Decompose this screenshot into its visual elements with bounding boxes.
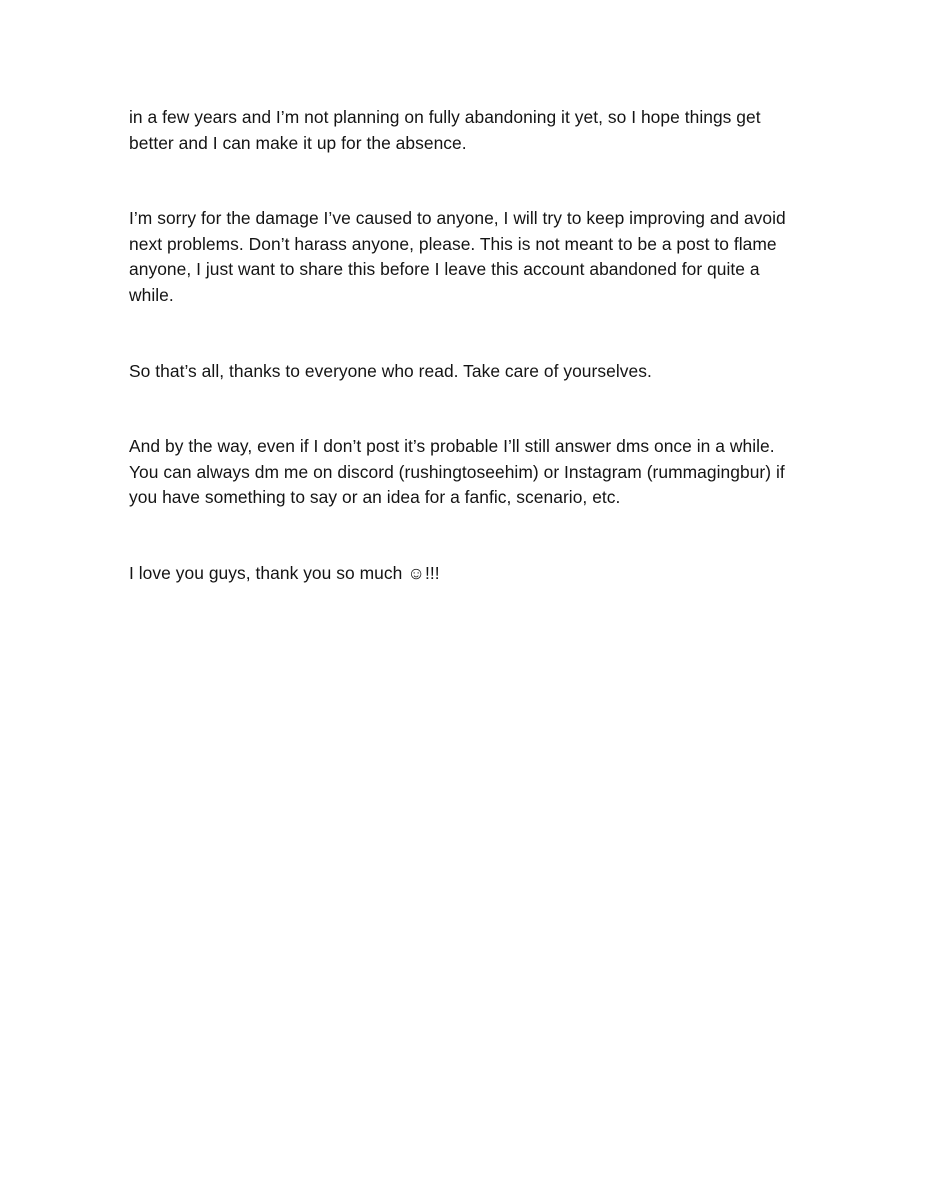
paragraph-apology: I’m sorry for the damage I’ve caused to anyone, I will try to keep improving and avoid next problems. Don’t harass anyone, please. This is not meant to be a post to flame anyone, I just want to share this before I leave this account abandoned for quite a while. [129,208,786,305]
paragraph-continuation: in a few years and I’m not planning on fully abandoning it yet, so I hope things get better and I can make it up for the absence. [129,107,761,153]
paragraph-contact: And by the way, even if I don’t post it’s probable I’ll still answer dms once in a while. You can always dm me on discord (rushingtoseehim) or Instagram (rummagingbur) if you have something to say or an idea for a fanfic, scenario, etc. [129,436,785,508]
paragraph-thanks: So that’s all, thanks to everyone who read. Take care of yourselves. [129,360,652,381]
document-body [129,105,799,587]
paragraph-closing: I love you guys, thank you so much ☺!!! [129,562,440,583]
